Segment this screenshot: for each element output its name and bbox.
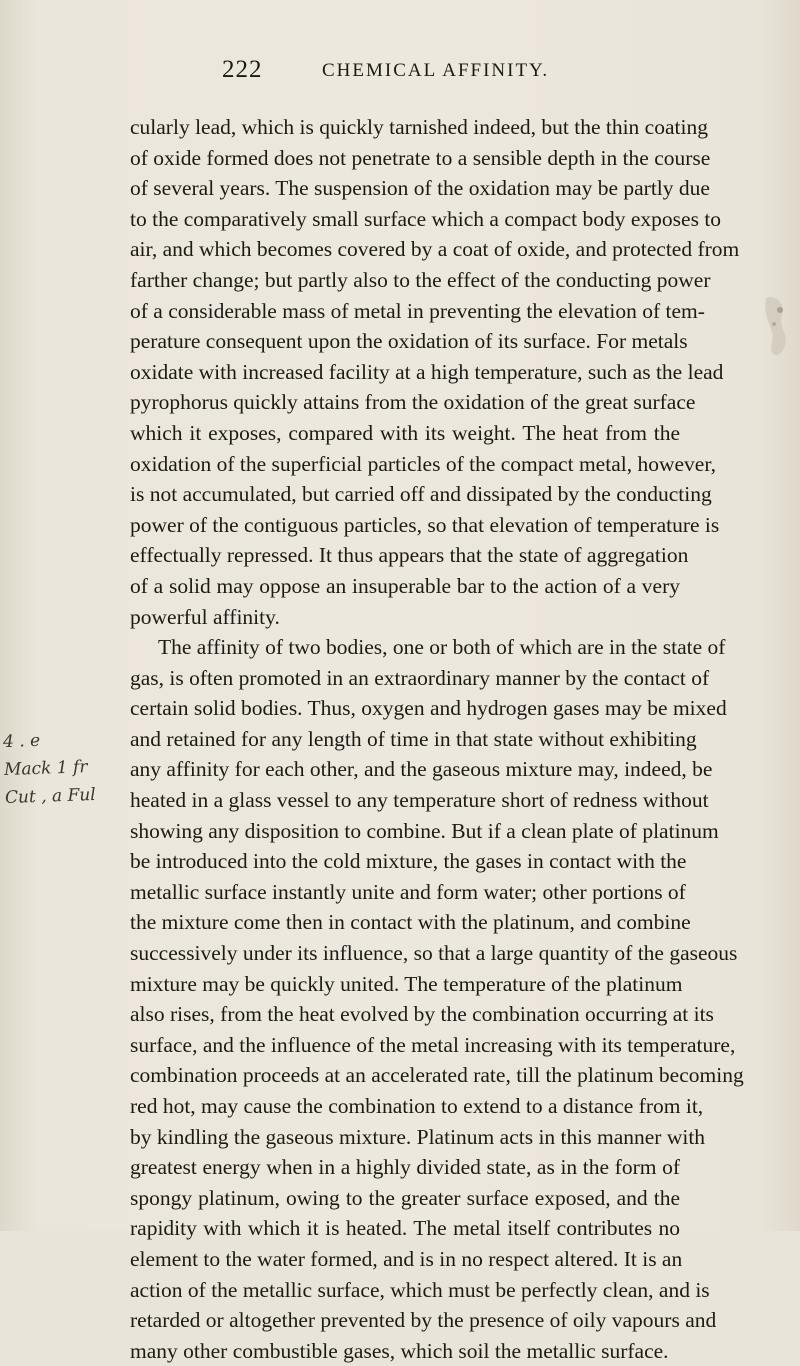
text-line: to the comparatively small surface which a compact body exposes to <box>130 206 722 231</box>
text-line: cularly lead, which is quickly tarnished indeed, but the thin coating <box>130 115 708 139</box>
body-text <box>130 112 744 1366</box>
text-line: showing any disposition to combine. But if a clean plate of platinum <box>130 818 719 843</box>
text-line: and retained for any length of time in that state without exhibiting <box>130 726 697 751</box>
page-number: 222 <box>222 56 263 83</box>
text-line: also rises, from the heat evolved by the combination occurring at its <box>130 1002 714 1027</box>
margin-note-line: Mack 1 fr <box>3 757 88 781</box>
text-line: perature consequent upon the oxidation of its surface. For metals <box>130 329 688 354</box>
paragraph-start-line: The affinity of two bodies, one or both of which are in the state of <box>158 635 726 660</box>
text-line: retarded or altogether prevented by the presence of oily vapours and <box>130 1308 717 1333</box>
handwritten-margin-note <box>3 724 124 812</box>
text-line: the mixture come then in contact with the platinum, and combine <box>130 910 691 935</box>
text-line: which it exposes, compared with its weight. The heat from the <box>130 420 680 445</box>
text-line: certain solid bodies. Thus, oxygen and hydrogen gases may be mixed <box>130 696 727 721</box>
text-line: element to the water formed, and is in no respect altered. It is an <box>130 1246 683 1271</box>
text-line: of oxide formed does not penetrate to a sensible depth in the course <box>130 145 711 170</box>
text-line: pyrophorus quickly attains from the oxidation of the great surface <box>130 390 696 415</box>
text-line: greatest energy when in a highly divided state, as in the form of <box>130 1155 680 1180</box>
text-line: of a considerable mass of metal in preventing the elevation of tem- <box>130 298 705 323</box>
page-header <box>222 56 692 86</box>
text-line: action of the metallic surface, which must be perfectly clean, and is <box>130 1277 710 1302</box>
text-line: metallic surface instantly unite and form water; other portions of <box>130 879 686 904</box>
text-line: powerful affinity. <box>130 604 280 629</box>
text-line: spongy platinum, owing to the greater surface exposed, and the <box>130 1185 680 1210</box>
text-line: gas, is often promoted in an extraordinary manner by the contact of <box>130 665 710 690</box>
text-line: red hot, may cause the combination to extend to a distance from it, <box>130 1094 704 1118</box>
text-line: mixture may be quickly united. The temperature of the platinum <box>130 971 683 996</box>
text-line: oxidate with increased facility at a high temperature, such as the lead <box>130 359 724 384</box>
text-line: oxidation of the superficial particles of the compact metal, however, <box>130 451 716 476</box>
text-line: many other combustible gases, which soil the metallic surface. <box>130 1338 669 1363</box>
text-line: any affinity for each other, and the gaseous mixture may, indeed, be <box>130 757 713 782</box>
text-line: by kindling the gaseous mixture. Platinum acts in this manner with <box>130 1124 706 1149</box>
text-line: of several years. The suspension of the oxidation may be partly due <box>130 176 710 201</box>
text-line: successively under its influence, so that a large quantity of the gaseous <box>130 941 738 966</box>
text-line: heated in a glass vessel to any temperature short of redness without <box>130 788 709 813</box>
text-line: effectually repressed. It thus appears that the state of aggregation <box>130 543 689 568</box>
margin-note-line: 4 . e <box>2 730 41 753</box>
text-line: air, and which becomes covered by a coat of oxide, and protected from <box>130 237 740 262</box>
text-line: of a solid may oppose an insuperable bar to the action of a very <box>130 573 680 598</box>
text-line: combination proceeds at an accelerated rate, till the platinum becoming <box>130 1063 744 1088</box>
text-line: power of the contiguous particles, so that elevation of temperature is <box>130 512 720 537</box>
page-stain <box>756 290 794 370</box>
margin-note-line: Cut , a Ful <box>4 784 97 809</box>
text-line: farther change; but partly also to the effect of the conducting power <box>130 267 711 292</box>
text-line: be introduced into the cold mixture, the gases in contact with the <box>130 849 687 874</box>
text-line: is not accumulated, but carried off and dissipated by the conducting <box>130 482 712 507</box>
running-head: CHEMICAL AFFINITY. <box>322 60 550 81</box>
text-line: rapidity with which it is heated. The metal itself contributes no <box>130 1216 680 1241</box>
text-line: surface, and the influence of the metal increasing with its temperature, <box>130 1032 736 1057</box>
